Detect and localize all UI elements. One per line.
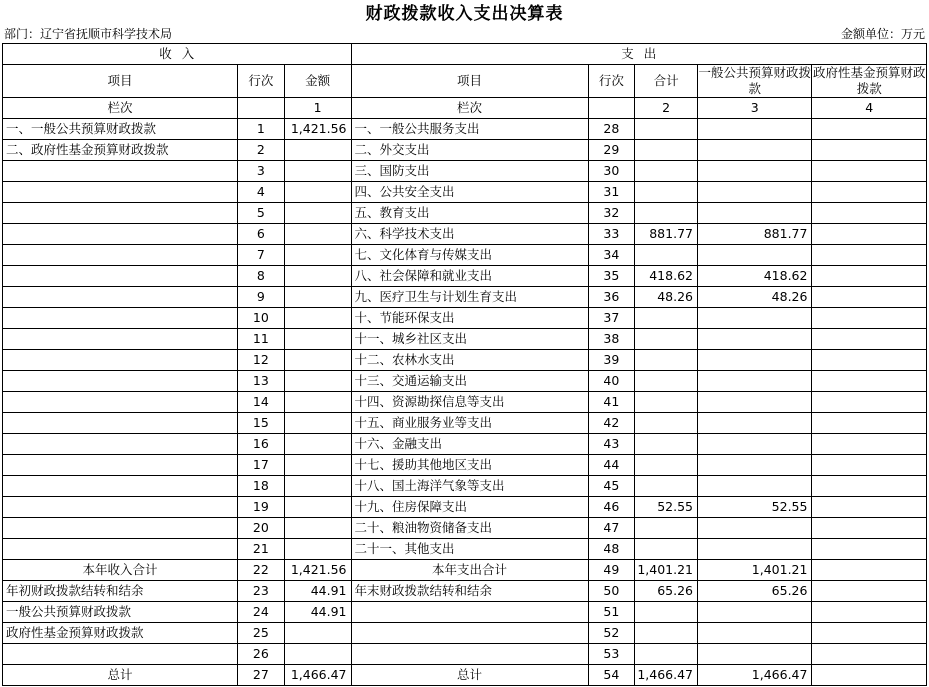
row-expense-rowno: 50 [588, 581, 635, 602]
row-income-rowno: 3 [238, 161, 285, 182]
header-income-rowno: 行次 [238, 65, 285, 98]
row-income-amount [284, 203, 351, 224]
row-expense-item: 十九、住房保障支出 [351, 497, 588, 518]
row-expense-fund [812, 350, 927, 371]
row-income-amount [284, 518, 351, 539]
row-expense-general [697, 245, 811, 266]
row-expense-rowno: 46 [588, 497, 635, 518]
table-row [3, 581, 927, 602]
row-expense-general: 65.26 [697, 581, 811, 602]
row-expense-item: 七、文化体育与传媒支出 [351, 245, 588, 266]
row-expense-item: 二十、粮油物资储备支出 [351, 518, 588, 539]
row-expense-total [635, 119, 698, 140]
row-income-rowno: 10 [238, 308, 285, 329]
row-expense-rowno: 37 [588, 308, 635, 329]
table-row [3, 182, 927, 203]
row-income-amount [284, 371, 351, 392]
page-title: 财政拨款收入支出决算表 [365, 4, 564, 24]
row-expense-item: 十六、金融支出 [351, 434, 588, 455]
row-income-item [3, 371, 238, 392]
row-expense-rowno: 48 [588, 539, 635, 560]
row-income-item: 一般公共预算财政拨款 [3, 602, 238, 623]
row-expense-total [635, 539, 698, 560]
row-expense-rowno: 42 [588, 413, 635, 434]
row-expense-rowno: 40 [588, 371, 635, 392]
table-row [3, 623, 927, 644]
row-expense-general: 48.26 [697, 287, 811, 308]
row-expense-item: 十七、援助其他地区支出 [351, 455, 588, 476]
row-income-rowno: 13 [238, 371, 285, 392]
table-row [3, 203, 927, 224]
amount-unit-label: 金额单位：万元 [840, 27, 925, 41]
row-expense-fund [812, 203, 927, 224]
row-expense-fund [812, 560, 927, 581]
table-row [3, 434, 927, 455]
row-income-item [3, 308, 238, 329]
row-expense-general [697, 392, 811, 413]
row-expense-general [697, 434, 811, 455]
row-expense-total [635, 140, 698, 161]
row-expense-fund [812, 161, 927, 182]
row-income-rowno: 6 [238, 224, 285, 245]
row-income-amount [284, 644, 351, 665]
row-expense-general: 881.77 [697, 224, 811, 245]
row-income-item [3, 266, 238, 287]
row-income-item [3, 455, 238, 476]
row-income-amount [284, 476, 351, 497]
row-income-rowno: 20 [238, 518, 285, 539]
header-expense-fund-budget: 政府性基金预算财政拨款 [812, 65, 926, 96]
row-income-amount: 1,466.47 [284, 665, 351, 686]
row-income-rowno: 2 [238, 140, 285, 161]
row-expense-rowno: 31 [588, 182, 635, 203]
row-income-amount [284, 392, 351, 413]
row-income-rowno: 25 [238, 623, 285, 644]
row-expense-fund [812, 476, 927, 497]
lanci-expense-general: 3 [697, 98, 811, 119]
row-income-amount [284, 413, 351, 434]
row-expense-rowno: 54 [588, 665, 635, 686]
row-expense-total: 881.77 [635, 224, 698, 245]
row-income-rowno: 22 [238, 560, 285, 581]
row-expense-total [635, 644, 698, 665]
row-income-rowno: 24 [238, 602, 285, 623]
row-expense-total [635, 245, 698, 266]
row-income-rowno: 18 [238, 476, 285, 497]
row-expense-general [697, 182, 811, 203]
header-expense-total: 合计 [635, 65, 698, 98]
lanci-blank-income-rowno [238, 98, 285, 119]
table-row [3, 644, 927, 665]
row-expense-total: 52.55 [635, 497, 698, 518]
row-income-item [3, 329, 238, 350]
row-expense-item [351, 644, 588, 665]
row-expense-rowno: 43 [588, 434, 635, 455]
lanci-expense-fund: 4 [812, 98, 927, 119]
row-expense-general [697, 308, 811, 329]
lanci-expense-total: 2 [635, 98, 698, 119]
row-expense-total [635, 434, 698, 455]
row-expense-item: 十二、农林水支出 [351, 350, 588, 371]
row-expense-general [697, 371, 811, 392]
table-row [3, 455, 927, 476]
row-income-amount [284, 287, 351, 308]
row-expense-total [635, 518, 698, 539]
table-row [3, 161, 927, 182]
header-income-amount: 金额 [284, 65, 351, 98]
table-row [3, 224, 927, 245]
row-expense-fund [812, 266, 927, 287]
row-income-item [3, 224, 238, 245]
row-income-rowno: 21 [238, 539, 285, 560]
row-income-item [3, 203, 238, 224]
row-income-rowno: 27 [238, 665, 285, 686]
row-expense-rowno: 53 [588, 644, 635, 665]
row-income-item [3, 644, 238, 665]
row-income-amount: 1,421.56 [284, 560, 351, 581]
income-group-header: 收入 [3, 44, 352, 65]
row-expense-total: 48.26 [635, 287, 698, 308]
row-expense-general [697, 623, 811, 644]
row-expense-total: 65.26 [635, 581, 698, 602]
row-income-rowno: 5 [238, 203, 285, 224]
row-income-item [3, 287, 238, 308]
row-expense-item: 八、社会保障和就业支出 [351, 266, 588, 287]
row-expense-fund [812, 308, 927, 329]
row-expense-rowno: 51 [588, 602, 635, 623]
row-income-rowno: 12 [238, 350, 285, 371]
row-expense-item: 总计 [351, 665, 588, 686]
header-expense-general-budget: 一般公共预算财政拨款 [698, 65, 811, 96]
row-income-amount [284, 182, 351, 203]
row-income-amount [284, 623, 351, 644]
row-expense-item: 四、公共安全支出 [351, 182, 588, 203]
lanci-label-expense: 栏次 [351, 98, 588, 119]
row-expense-rowno: 47 [588, 518, 635, 539]
row-income-item: 年初财政拨款结转和结余 [3, 581, 238, 602]
row-income-item [3, 413, 238, 434]
table-row [3, 140, 927, 161]
row-expense-general: 1,401.21 [697, 560, 811, 581]
row-income-item: 本年收入合计 [3, 560, 238, 581]
row-income-rowno: 17 [238, 455, 285, 476]
row-income-item [3, 497, 238, 518]
table-row [3, 476, 927, 497]
row-expense-total: 1,401.21 [635, 560, 698, 581]
row-income-amount [284, 308, 351, 329]
table-header-row [3, 65, 927, 98]
row-expense-item: 十五、商业服务业等支出 [351, 413, 588, 434]
header-expense-item: 项目 [351, 65, 588, 98]
lanci-label-income: 栏次 [3, 98, 238, 119]
row-income-rowno: 9 [238, 287, 285, 308]
row-income-amount: 1,421.56 [284, 119, 351, 140]
row-income-item: 二、政府性基金预算财政拨款 [3, 140, 238, 161]
row-expense-fund [812, 329, 927, 350]
row-income-item [3, 161, 238, 182]
row-expense-general [697, 476, 811, 497]
row-expense-fund [812, 518, 927, 539]
row-expense-general [697, 518, 811, 539]
row-income-item: 总计 [3, 665, 238, 686]
row-expense-fund [812, 245, 927, 266]
row-expense-general [697, 140, 811, 161]
row-expense-fund [812, 371, 927, 392]
row-expense-fund [812, 455, 927, 476]
financial-table [2, 43, 927, 686]
row-expense-item: 二十一、其他支出 [351, 539, 588, 560]
row-expense-total [635, 329, 698, 350]
row-expense-total [635, 203, 698, 224]
row-expense-rowno: 49 [588, 560, 635, 581]
row-expense-general [697, 455, 811, 476]
row-income-rowno: 15 [238, 413, 285, 434]
row-expense-fund [812, 413, 927, 434]
row-income-rowno: 16 [238, 434, 285, 455]
row-expense-total [635, 371, 698, 392]
table-column-number-row [3, 98, 927, 119]
row-income-rowno: 23 [238, 581, 285, 602]
row-expense-total [635, 623, 698, 644]
row-expense-fund [812, 602, 927, 623]
table-row [3, 392, 927, 413]
row-expense-total [635, 392, 698, 413]
row-income-rowno: 1 [238, 119, 285, 140]
row-income-rowno: 7 [238, 245, 285, 266]
row-income-item: 政府性基金预算财政拨款 [3, 623, 238, 644]
subheader [0, 25, 929, 43]
row-expense-item: 三、国防支出 [351, 161, 588, 182]
row-expense-general [697, 602, 811, 623]
row-expense-fund [812, 644, 927, 665]
row-expense-general: 418.62 [697, 266, 811, 287]
row-income-amount [284, 245, 351, 266]
row-expense-item [351, 623, 588, 644]
table-row [3, 245, 927, 266]
table-row [3, 371, 927, 392]
row-income-amount [284, 497, 351, 518]
row-expense-item: 本年支出合计 [351, 560, 588, 581]
row-expense-item [351, 602, 588, 623]
row-expense-total [635, 602, 698, 623]
row-expense-rowno: 33 [588, 224, 635, 245]
row-income-item [3, 182, 238, 203]
row-expense-total [635, 161, 698, 182]
row-expense-fund [812, 623, 927, 644]
row-income-item [3, 350, 238, 371]
row-expense-fund [812, 224, 927, 245]
row-income-rowno: 26 [238, 644, 285, 665]
row-expense-item: 十、节能环保支出 [351, 308, 588, 329]
row-expense-fund [812, 434, 927, 455]
row-expense-general [697, 644, 811, 665]
row-income-amount [284, 161, 351, 182]
row-expense-rowno: 41 [588, 392, 635, 413]
row-income-amount [284, 539, 351, 560]
expense-group-header: 支出 [351, 44, 927, 65]
row-income-rowno: 19 [238, 497, 285, 518]
row-income-amount: 44.91 [284, 581, 351, 602]
row-expense-item: 年末财政拨款结转和结余 [351, 581, 588, 602]
row-expense-rowno: 30 [588, 161, 635, 182]
row-expense-rowno: 36 [588, 287, 635, 308]
row-expense-rowno: 52 [588, 623, 635, 644]
table-row [3, 518, 927, 539]
row-expense-item: 九、医疗卫生与计划生育支出 [351, 287, 588, 308]
row-income-rowno: 8 [238, 266, 285, 287]
row-income-amount [284, 266, 351, 287]
row-expense-total: 1,466.47 [635, 665, 698, 686]
table-row [3, 119, 927, 140]
table-header-group-row [3, 44, 927, 65]
table-row [3, 329, 927, 350]
row-expense-item: 一、一般公共服务支出 [351, 119, 588, 140]
row-expense-rowno: 39 [588, 350, 635, 371]
table-row [3, 560, 927, 581]
row-expense-general [697, 203, 811, 224]
row-expense-general [697, 413, 811, 434]
row-expense-general [697, 539, 811, 560]
row-expense-rowno: 38 [588, 329, 635, 350]
row-expense-general [697, 161, 811, 182]
row-expense-item: 六、科学技术支出 [351, 224, 588, 245]
row-income-amount [284, 434, 351, 455]
row-expense-total [635, 476, 698, 497]
row-income-item [3, 518, 238, 539]
table-body [3, 119, 927, 686]
row-expense-total [635, 413, 698, 434]
row-expense-total [635, 455, 698, 476]
row-expense-general [697, 329, 811, 350]
row-income-item [3, 476, 238, 497]
header-income-item: 项目 [3, 65, 238, 98]
row-income-amount [284, 224, 351, 245]
table-row [3, 665, 927, 686]
row-expense-rowno: 32 [588, 203, 635, 224]
table-row [3, 539, 927, 560]
table-row [3, 266, 927, 287]
table-row [3, 413, 927, 434]
row-income-item [3, 392, 238, 413]
row-income-rowno: 11 [238, 329, 285, 350]
row-expense-rowno: 45 [588, 476, 635, 497]
row-expense-fund [812, 182, 927, 203]
row-expense-fund [812, 392, 927, 413]
row-expense-fund [812, 581, 927, 602]
row-income-amount: 44.91 [284, 602, 351, 623]
table-row [3, 287, 927, 308]
row-expense-total [635, 350, 698, 371]
row-expense-general [697, 350, 811, 371]
row-income-item [3, 245, 238, 266]
row-income-item: 一、一般公共预算财政拨款 [3, 119, 238, 140]
row-income-amount [284, 350, 351, 371]
row-expense-item: 十三、交通运输支出 [351, 371, 588, 392]
row-expense-total [635, 182, 698, 203]
row-expense-rowno: 34 [588, 245, 635, 266]
row-income-amount [284, 455, 351, 476]
row-expense-item: 十一、城乡社区支出 [351, 329, 588, 350]
table-row [3, 308, 927, 329]
row-expense-fund [812, 119, 927, 140]
row-expense-rowno: 29 [588, 140, 635, 161]
row-income-item [3, 539, 238, 560]
row-income-rowno: 14 [238, 392, 285, 413]
row-expense-fund [812, 140, 927, 161]
header-expense-rowno: 行次 [588, 65, 635, 98]
row-expense-item: 十八、国土海洋气象等支出 [351, 476, 588, 497]
row-expense-general: 1,466.47 [697, 665, 811, 686]
row-expense-fund [812, 287, 927, 308]
lanci-blank-expense-rowno [588, 98, 635, 119]
row-expense-fund [812, 539, 927, 560]
row-expense-rowno: 28 [588, 119, 635, 140]
table-row [3, 497, 927, 518]
row-expense-item: 五、教育支出 [351, 203, 588, 224]
row-expense-total [635, 308, 698, 329]
row-income-item [3, 434, 238, 455]
row-expense-general [697, 119, 811, 140]
row-income-amount [284, 329, 351, 350]
row-expense-rowno: 35 [588, 266, 635, 287]
row-expense-item: 二、外交支出 [351, 140, 588, 161]
row-expense-rowno: 44 [588, 455, 635, 476]
row-expense-item: 十四、资源勘探信息等支出 [351, 392, 588, 413]
row-expense-total: 418.62 [635, 266, 698, 287]
lanci-income-amount: 1 [284, 98, 351, 119]
row-expense-fund [812, 497, 927, 518]
row-expense-general: 52.55 [697, 497, 811, 518]
table-row [3, 602, 927, 623]
row-income-rowno: 4 [238, 182, 285, 203]
department-label: 部门：辽宁省抚顺市科学技术局 [4, 27, 173, 41]
row-income-amount [284, 140, 351, 161]
table-row [3, 350, 927, 371]
row-expense-fund [812, 665, 927, 686]
